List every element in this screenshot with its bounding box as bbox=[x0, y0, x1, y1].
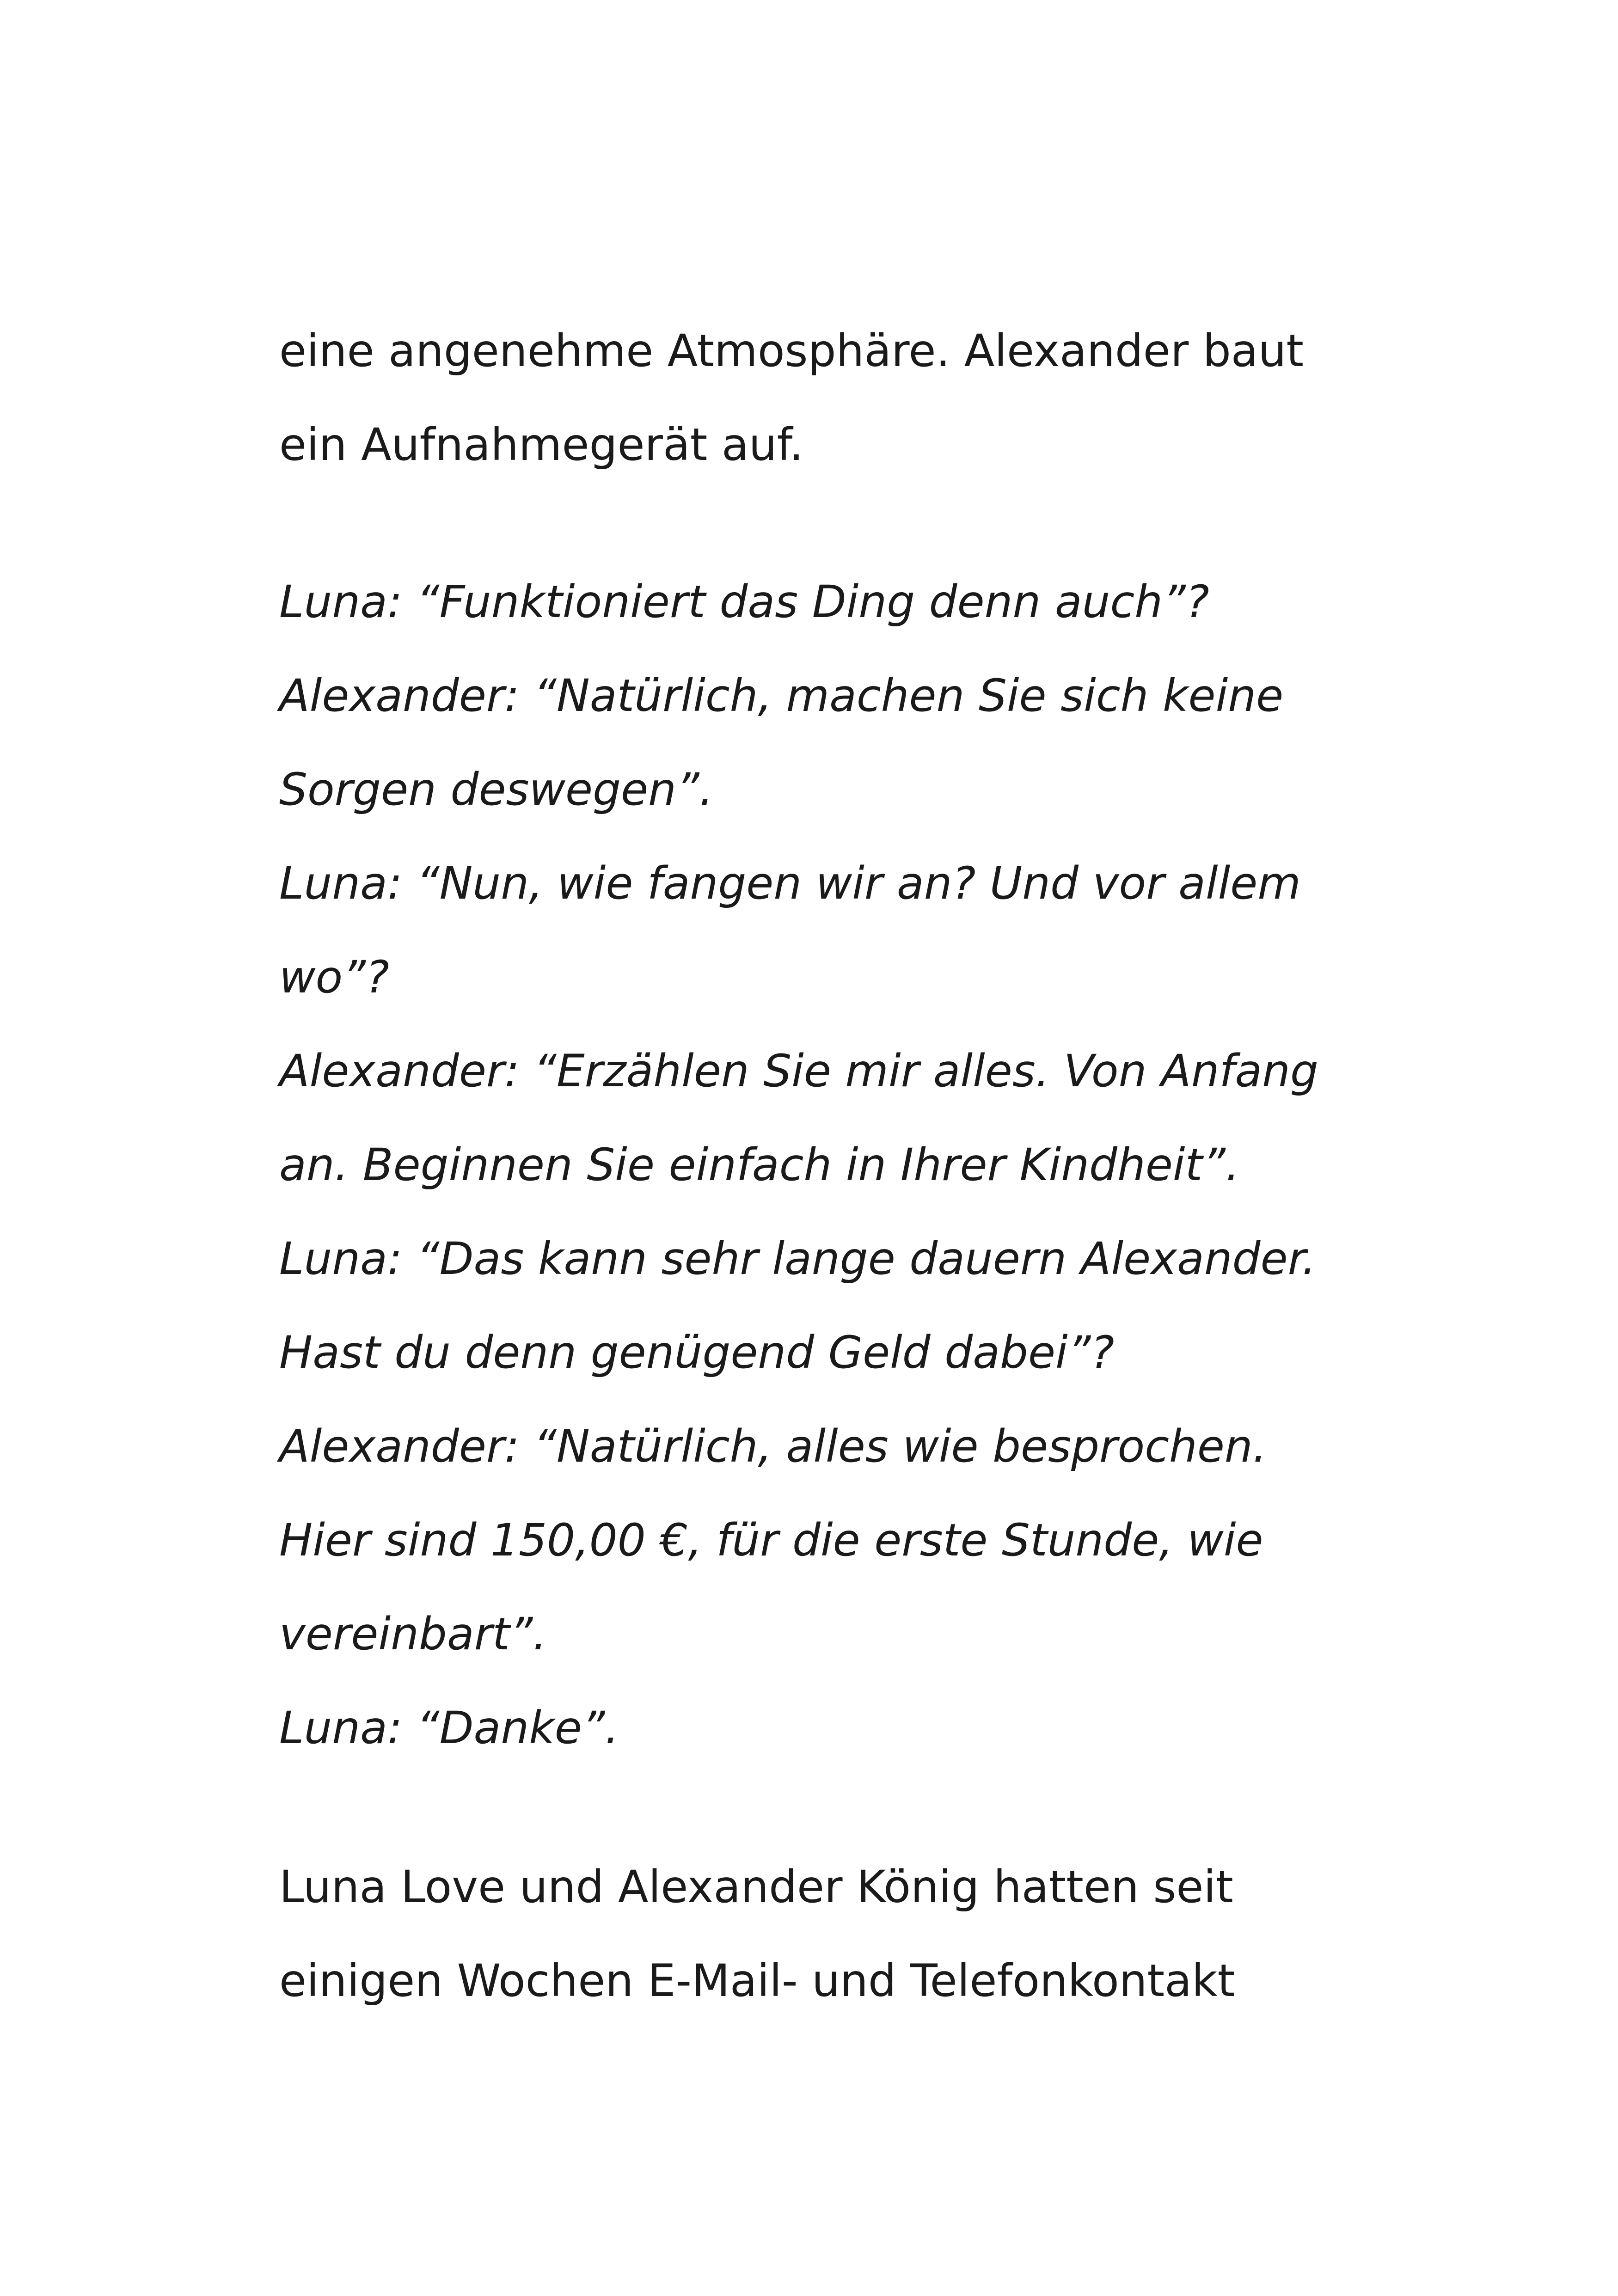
dialogue-line: wo”? bbox=[279, 951, 389, 1003]
dialogue-line: vereinbart”. bbox=[279, 1608, 547, 1660]
paragraph-line: ein Aufnahmegerät auf. bbox=[279, 419, 803, 471]
dialogue-line: Alexander: “Natürlich, machen Sie sich keine bbox=[279, 670, 1284, 722]
intro-paragraph bbox=[279, 304, 1504, 492]
dialogue-line: Hier sind 150,00 €, für die erste Stunde, wie bbox=[279, 1514, 1263, 1566]
outro-paragraph bbox=[279, 1840, 1504, 2028]
dialogue-line: Alexander: “Natürlich, alles wie besprochen. bbox=[279, 1420, 1267, 1472]
dialogue-line: Luna: “Das kann sehr lange dauern Alexander. bbox=[279, 1233, 1316, 1285]
dialogue-line: Luna: “Nun, wie fangen wir an? Und vor allem bbox=[279, 857, 1301, 909]
dialogue-line: Sorgen deswegen”. bbox=[279, 764, 714, 815]
paragraph-line: Luna Love und Alexander König hatten seit bbox=[279, 1861, 1233, 1913]
dialogue-line: Hast du denn genügend Geld dabei”? bbox=[279, 1327, 1115, 1378]
dialogue-line: an. Beginnen Sie einfach in Ihrer Kindheit”. bbox=[279, 1139, 1240, 1191]
paragraph-line: einigen Wochen E-Mail- und Telefonkontakt bbox=[279, 1955, 1235, 2007]
dialogue-line: Alexander: “Erzählen Sie mir alles. Von Anfang bbox=[279, 1045, 1318, 1097]
dialogue-line: Luna: “Funktioniert das Ding denn auch”? bbox=[279, 576, 1209, 628]
paragraph-line: eine angenehme Atmosphäre. Alexander baut bbox=[279, 325, 1304, 377]
dialogue-line: Luna: “Danke”. bbox=[279, 1702, 619, 1754]
dialogue-block bbox=[279, 555, 1504, 1775]
